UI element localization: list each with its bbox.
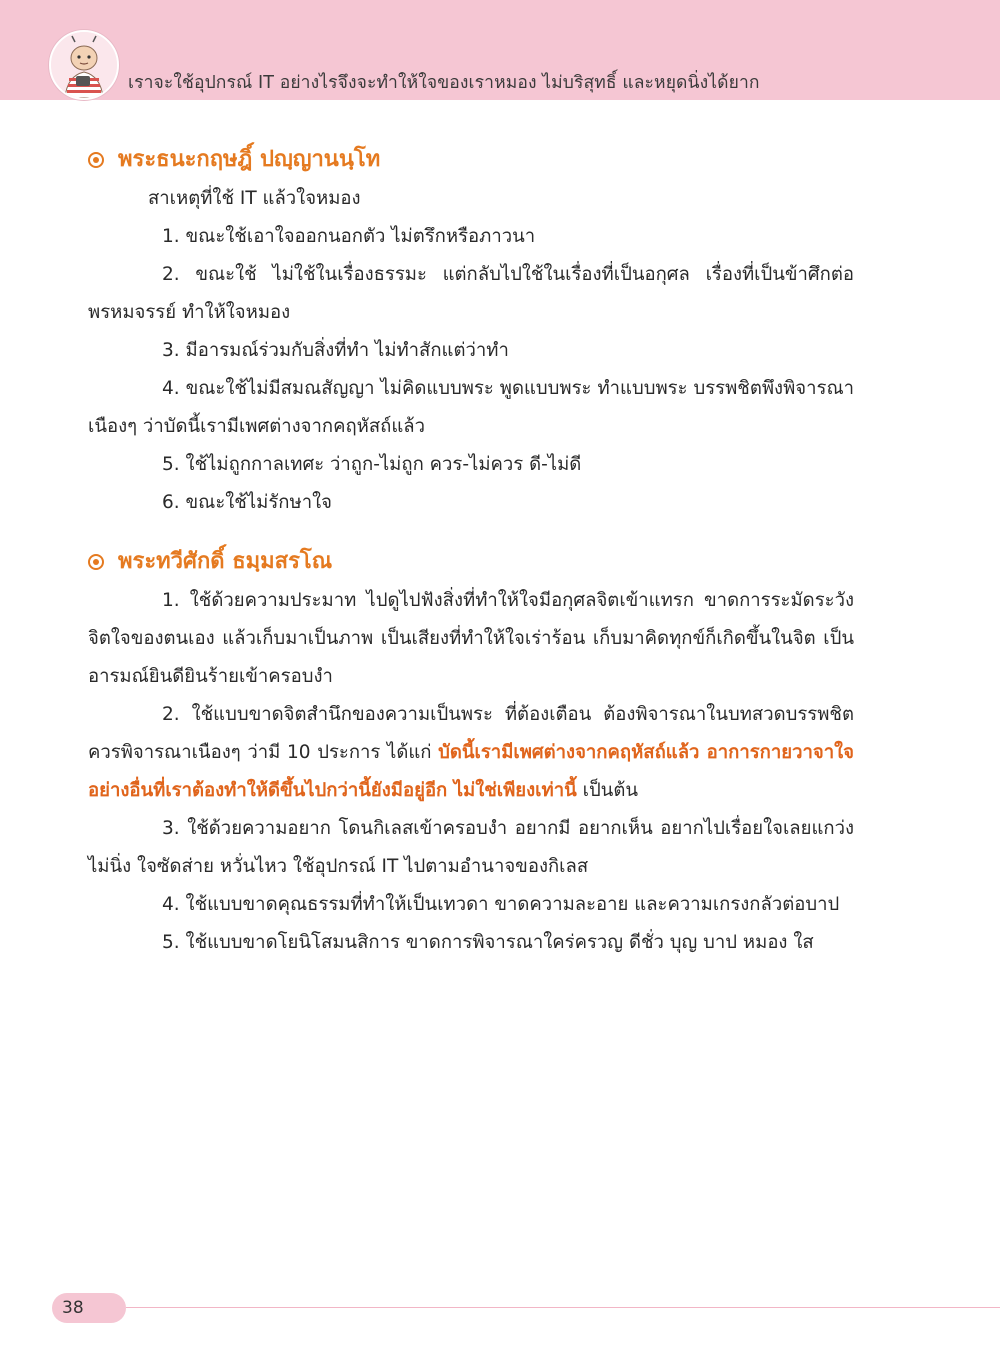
section2-item-5: 5. ใช้แบบขาดโยนิโสมนสิการ ขาดการพิจารณาใคร่ครวญ ดีชั่ว บุญ บาป หมอง ใส [162,932,814,953]
section1-item-3: 3. มีอารมณ์ร่วมกับสิ่งที่ทำ ไม่ทำสักแต่ว่าทำ [162,340,509,361]
chapter-title: เราจะใช้อุปกรณ์ IT อย่างไรจึงจะทำให้ใจของเราหมอง ไม่บริสุทธิ์ และหยุดนิ่งได้ยาก [128,73,760,93]
section2-item-2-text: 2. ใช้แบบขาดจิตสำนึกของความเป็นพระ ที่ต้องเตือน ต้องพิจารณาในบทสวดบรรพชิตควรพิจารณาเนืองๆ ว่ามี 10 ประการ ได้แก่ [88,704,854,763]
section2-item-2-highlight: บัดนี้เรามีเพศต่างจากคฤหัสถ์แล้ว อาการกายวาจาใจอย่างอื่นที่เราต้องทำให้ดีขึ้นไปกว่านี้ยังมีอยู่อีก ไม่ใช่เพียงเท่านี้ [88,742,854,801]
section1-item-4: 4. ขณะใช้ไม่มีสมณสัญญา ไม่คิดแบบพระ พูดแบบพระ ทำแบบพระ บรรพชิตพึงพิจารณาเนืองๆ ว่าบัดนี้เรามีเพศต่างจากคฤหัสถ์แล้ว [88,378,854,437]
section1-heading [88,140,854,180]
section2-heading-text: พระทวีศักดิ์ ธมฺมสรโณ [118,549,333,574]
footer-rule [126,1307,1000,1308]
article-content [88,140,854,962]
circle-bullet-icon [88,152,104,168]
section1-heading-text: พระธนะกฤษฎิ์ ปญฺญานนฺโท [118,147,381,172]
section1-item-5: 5. ใช้ไม่ถูกกาลเทศะ ว่าถูก-ไม่ถูก ควร-ไม่ควร ดี-ไม่ดี [162,454,582,475]
section2-item-2 [88,696,854,810]
section1-intro: สาเหตุที่ใช้ IT แล้วใจหมอง [148,188,361,209]
section1-item-1: 1. ขณะใช้เอาใจออกนอกตัว ไม่ตรึกหรือภาวนา [162,226,536,247]
section2-item-4: 4. ใช้แบบขาดคุณธรรมที่ทำให้เป็นเทวดา ขาดความละอาย และความเกรงกลัวต่อบาป [162,894,840,915]
section2-item-3: 3. ใช้ด้วยความอยาก โดนกิเลสเข้าครอบงำ อยากมี อยากเห็น อยากไปเรื่อยใจเลยแกว่ง ไม่นิ่ง ใจซัดส่าย หวั่นไหว ใช้อุปกรณ์ IT ไปตามอำนาจของกิเลส [88,818,854,877]
section1-item-6: 6. ขณะใช้ไม่รักษาใจ [162,492,332,513]
page-number: 38 [52,1293,126,1323]
section1-item-2: 2. ขณะใช้ ไม่ใช้ในเรื่องธรรมะ แต่กลับไปใช้ในเรื่องที่เป็นอกุศล เรื่องที่เป็นข้าศึกต่อพรหมจรรย์ ทำให้ใจหมอง [88,264,854,323]
section2-item-1: 1. ใช้ด้วยความประมาท ไปดูไปฟังสิ่งที่ทำให้ใจมีอกุศลจิตเข้าแทรก ขาดการระมัดระวังจิตใจของตนเอง แล้วเก็บมาเป็นภาพ เป็นเสียงที่ทำให้ใจเร่าร้อน เก็บมาคิดทุกข์ก็เกิดขึ้นในจิต เป็นอารมณ์ยินดียินร้ายเข้าครอบงำ [88,590,854,687]
monk-cartoon-avatar [49,30,119,100]
section2-item-2-tail: เป็นต้น [576,780,638,801]
header-band [0,0,1000,100]
circle-bullet-icon [88,554,104,570]
section2-heading [88,542,854,582]
